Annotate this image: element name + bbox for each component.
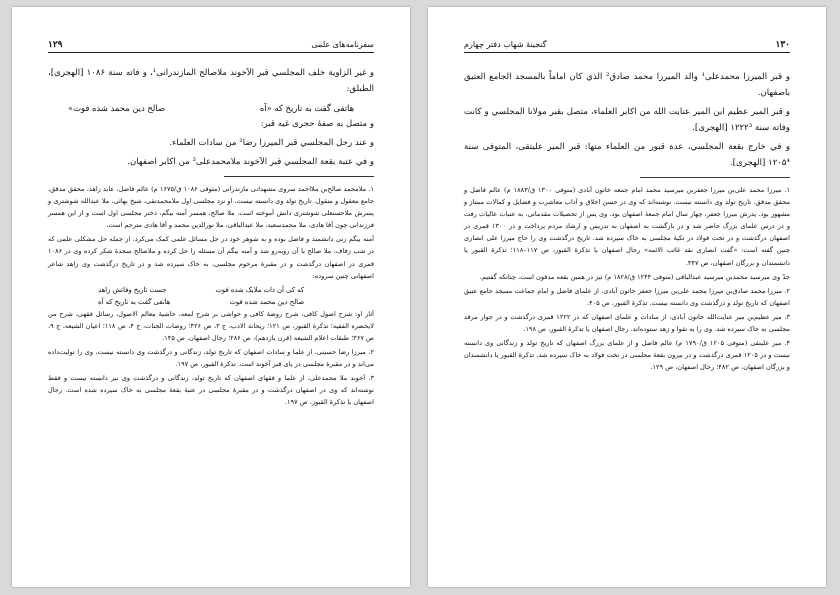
footnote: ۱. میرزا محمد علی‌بن میرزا جعفربن میرسید محمد امام جمعه خاتون آبادی (متوفی ۱۳۰۰ ق/۱۸۸۳ م) عالم فاضل و محقق مدقق. تاریخ تولد وی دانسته نیست. نوشته‌اند که وی در حسن اخلاق و آداب معاشرت و فضایل و کمالات ممتاز و مشهور بود. پدرش میرزا جعفر، چهار سال امام جمعهٔ اصفهان بود. وی پس از تحصیلات مقدماتی، به عتبات عالیات رفت و در درس علمای بزرگ حاضر شد و در بازگشت به اصفهان به تدریس و ارشاد مردم پرداخت و در ۱۳۰۰ قمری در اصفهان درگذشت و در تخت فولاد در تکیهٔ مجلسی به خاک سپرده شد. تاریخ درگذشت وی را حاج میرزا علی انصاری چنین گفته است: «گفت انصاری نقد غائب الائمه» رجال اصفهان یا تذکرهٔ القبور، ص ۱۱۷–۱۱۸؛ تذکرهٔ القبور یا دانشمندان و بزرگان اصفهان، ص ۴۴۷. bbox=[464, 186, 791, 267]
right-running-title: گنجینهٔ شهاب دفتر چهارم bbox=[464, 40, 547, 49]
right-footnotes bbox=[464, 184, 790, 373]
main-paragraph: و عند رجل المجلسي قبر الميرزا رضا² من سادات العلماء. bbox=[169, 138, 374, 148]
verse-hemistich: صالح دین محمد شده فوت bbox=[229, 297, 304, 306]
left-running-header bbox=[48, 39, 374, 53]
right-running-header bbox=[464, 39, 790, 53]
footnote-divider bbox=[640, 177, 790, 178]
left-page-body bbox=[48, 65, 374, 411]
right-page bbox=[428, 7, 826, 587]
verse-hemistich: جست تاریخ وفاتش زاهد bbox=[98, 285, 167, 294]
main-paragraph: و قبر الميرزا محمدعلی¹ والد الميرزا محمد صادق² الذي كان اماماً بالمسجد الجامع العتيق باصفهان. bbox=[464, 72, 790, 98]
footnote: ۳. میر عظیم‌بن میر عنایت‌الله خاتون آبادی، از سادات و علمای اصفهان که در ۱۲۲۲ قمری درگذشت و در جوار مرقد مجلسی به خاک سپرده شد. وی را به تقوا و زهد ستوده‌اند. رجال اصفهان یا تذکرهٔ القبور، ص ۱۹۸. bbox=[464, 312, 790, 334]
left-footnotes bbox=[48, 183, 374, 409]
verse-hemistich: که کی آن ذات ملایک شده فوت bbox=[215, 285, 304, 294]
verse-hemistich: هاتفی گفت به تاریخ که آه bbox=[98, 297, 171, 306]
verse-hemistich: هاتفی گفت به تاریخ که «آه bbox=[259, 103, 354, 113]
right-page-body bbox=[464, 69, 790, 375]
footnote: ۱. ملامحمد صالح‌بن ملااحمد سروی مشهدانی مازندرانی (متوفی ۱۰۸۶ ق/۱۶۷۵ م) عالم فاضل، عابد زاهد، محقق مدقق، جامع معقول و منقول. تاریخ تولد وی دانسته نیست. او نزد مجلسی اول ملامحمدتقی، شیخ بهائی، ملا عبدالله شوشتری و پسرش ملاحسنعلی شوشتری دانش آموخته است. ملا صالح، همسر آمنه بیگم، دختر مجلسی اول است و از این همسر فرزندانی چون آقا هادی، ملا محمدسعید، ملا عبدالباقی، ملا نورالدین محمد و آقا هادی مترجم است. bbox=[48, 185, 374, 230]
left-main-text bbox=[48, 65, 374, 170]
footnote: جدّ وی میرسید محمدبن میرسید عبدالباقی (متوفی ۱۲۴۴ ق/۱۸۲۸ م) نیز در همین بقعه مدفون است، چنانکه گفتیم. bbox=[479, 272, 790, 281]
footnote: ۲. میرزا رضا حسینی، از علما و سادات اصفهان که تاریخ تولد، زندگانی و درگذشت وی دانسته نیست، وی را تولیت‌داده می‌اند و در مقبرهٔ مجلسی در پای قبر آخوند است. تذکرهٔ القبور، ص ۱۹۷. bbox=[48, 348, 374, 369]
main-paragraph: و متصل به صفهٔ حجری غیه قبر: bbox=[260, 119, 374, 129]
right-main-text bbox=[464, 69, 790, 171]
footnote-divider bbox=[224, 176, 374, 177]
footnote: ۳. آخوند ملا محمدعلی، از علما و فقهای اصفهان که تاریخ تولد، زندگانی و درگذشت وی نیز دانسته نیست و فقط نوشته‌اند که وی در اصفهان درگذشت و در مقبرهٔ مجلسی در عتبهٔ بقعهٔ مجلسی به خاک سپرده شده است. رجال اصفهان یا تذکرهٔ القبور، ص ۱۹۷. bbox=[48, 374, 374, 407]
main-paragraph: و في عتبة بقعة المجلسي قبر الآخوند ملامحمدعلی³ من اكابر اصفهان. bbox=[127, 157, 374, 167]
footnote: آمنه بیگم زنی دانشمند و فاضل بوده و به شوهر خود در حل مسائل علمی کمک می‌کرد، از جمله حل مشکلی علمی که در شب زفاف، ملا صالح با آن روبه‌رو شد و آمنه بیگم آن مسئله را حل کرده و ملاصالح سجدهٔ شکر کرده وی در ۱۰۸۶ قمری در اصفهان درگذشت و در مقبرهٔ مرحوم مجلسی، به خاک سپرده شد و در تاریخ درگذشت وی زاهد شاعر اصفهانی چنین سروده: bbox=[48, 235, 374, 280]
right-page-number: ۱۳۰ bbox=[775, 40, 790, 50]
main-paragraph: و قبر المير عظيم ابن المير عنايت الله من اكابر العلماء، متصل بقبر مولانا المجلسي و كانت وفاته سنة ۱۲۲۲³ [الهجری]. bbox=[464, 107, 790, 133]
left-page-number: ۱۲۹ bbox=[48, 40, 63, 50]
footnote-verse bbox=[48, 284, 374, 296]
footnote: ۲. میرزا محمد صادق‌بن میرزا محمد علی‌بن میرزا جعفر خاتون آبادی، از علمای فاضل و امام جماعت مسجد جامع عتیق اصفهان که تاریخ تولد و درگذشت وی دانسته نیست. تذکرهٔ القبور، ص ۴۰۵. bbox=[464, 286, 790, 307]
footnote: آثار او: شرح اصول کافی، شرح روضهٔ کافی و حواشی بر شرح لمعه، حاشیهٔ معالم الاصول، رسائل فقهی، شرح من لایحضره الفقیه؛ تذکرهٔ القبور، ص ۱۲۱؛ ریحانة الادب، ج ۳، ص ۴۲۶؛ روضات الجنات، ج ۴، ص ۱۱۸؛ اعیان الشیعه، ج ۹، ص ۳۶۷؛ طبقات اعلام الشیعه (قرن یازدهم)، ص ۲۸۶؛ رجال اصفهان، ص ۱۴۵. bbox=[48, 309, 375, 342]
main-paragraph: و غير الزاوية خلف المجلسي قبر الآخوند ملاصالح المازندرانی¹، و فاته سنة ۱۰۸۶ [الهجری]، الطبلق: bbox=[48, 68, 374, 94]
left-page bbox=[12, 7, 410, 587]
footnote: ۴. میر علیتقی (متوفی ۱۲۰۵ ق/۱۷۹۰ م) عالم فاضل و از علمای بزرگ اصفهان که تاریخ تولد و زندگانی وی دانسته نیست و در ۱۲۰۵ قمری درگذشت و در بیرون بقعهٔ مجلسی در تخت فولاد به خاک سپرده شد. تذکرهٔ القبور یا دانشمندان و بزرگان اصفهان، ص ۴۸۲؛ رجال اصفهان، ص ۱۲۹. bbox=[464, 339, 791, 372]
verse-hemistich: صالح دین محمد شده فوت» bbox=[68, 103, 165, 113]
left-running-title: سفرنامه‌های علمی bbox=[311, 40, 374, 49]
main-verse bbox=[48, 100, 374, 116]
footnote-verse bbox=[48, 296, 374, 308]
main-paragraph: و في خارج بقعة المجلسي، عدة قبور من العلماء منها: قبر المير عليتقی، المتوفی سنة ۱۲۰۵⁴ [الهجری]. bbox=[464, 142, 790, 168]
